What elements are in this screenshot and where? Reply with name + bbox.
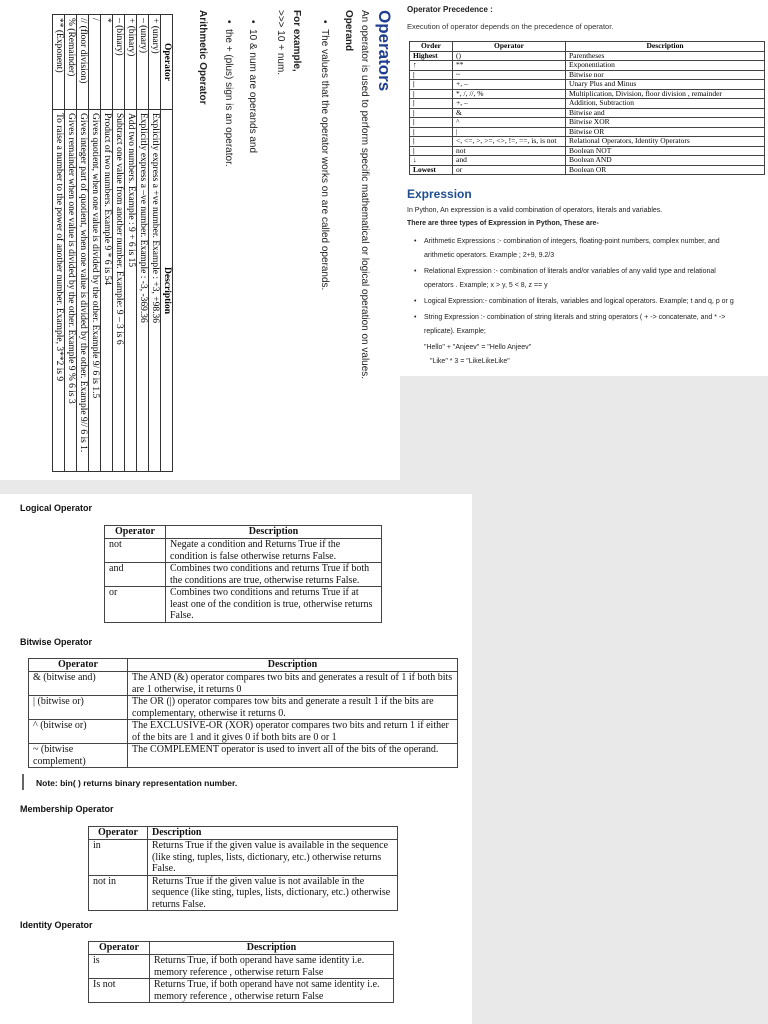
operator-cell: ^ [453,118,566,128]
description-cell: Parentheses [566,51,765,61]
membership-col-description: Description [148,827,398,840]
description-cell: The COMPLEMENT operator is used to invert all of the bits of the operand. [128,744,458,768]
table-row [77,15,89,472]
operators-title: Operators [375,10,394,92]
description-cell: Returns True if the given value is not available in the sequence (like sting, tuples, lists, dictionary, etc.) otherwise returns False. [148,875,398,911]
operator-cell: ** [453,61,566,71]
description-cell: Boolean AND [566,156,765,166]
precedence-page [400,0,768,376]
table-row [410,137,765,147]
operator-cell: <, <=, >, >=, <>, !=, ==, is, is not [453,137,566,147]
table-row [29,744,458,768]
description-cell: Returns True if the given value is available in the sequence (like sting, tuples, lists, dictionary, etc.) otherwise returns False. [148,840,398,876]
description-cell: Gives remainder when one value is divided by the other. Example 9 % 6 is 3 [65,110,77,472]
operator-cell: % (Remainder) [65,15,77,110]
description-cell: Bitwise XOR [566,118,765,128]
table-row [105,563,382,587]
description-cell: Explicitly express a +ve number. Example : +3, +98.36 [149,110,161,472]
identity-table [88,941,394,1003]
example-code: >>> 10 + num. [275,10,286,76]
precedence-table [409,41,765,175]
order-cell: Highest [410,51,453,61]
table-row [410,99,765,109]
description-cell: Gives integer part of quotient, when one value is divided by the other. Example 9// 6 is 1. [77,110,89,472]
precedence-subtitle: Execution of operator depends on the precedence of operator. [407,22,614,31]
arith-expr-line2: arithmetic operators. Example ; 2+9, 9.2/3 [424,252,555,259]
membership-col-operator: Operator [89,827,148,840]
operator-cell: ~ (bitwise complement) [29,744,128,768]
table-row [125,15,137,472]
operator-cell: *, /, //, % [453,89,566,99]
operator-cell: * [101,15,113,110]
order-cell: ↓ [410,156,453,166]
arithmetic-table [52,14,173,472]
string-expr-line1: String Expression :- combination of string literals and string operators ( + -> concatenate, and * -> [424,314,726,321]
table-row [410,156,765,166]
table-row [65,15,77,472]
operator-cell: in [89,840,148,876]
order-cell: | [410,108,453,118]
example-heading: For example, [291,10,302,72]
table-row [89,955,394,979]
identity-col-description: Description [150,942,394,955]
operator-cell: // (floor division) [77,15,89,110]
table-row [53,15,65,472]
precedence-title: Operator Precedence : [407,5,493,14]
order-cell: | [410,118,453,128]
bitwise-table [28,658,458,768]
description-cell: Negate a condition and Returns True if the condition is false otherwise returns False. [166,539,382,563]
bullet-dot: • [414,298,417,305]
table-row [410,118,765,128]
note-bar [22,774,24,790]
operators-page [0,0,400,480]
description-cell: Bitwise nor [566,70,765,80]
identity-col-operator: Operator [89,942,150,955]
operator-cell: or [453,165,566,175]
bin-note: Note: bin( ) returns binary representation number. [36,778,238,788]
operator-cell: or [105,587,166,623]
operator-cell: – (unary) [137,15,149,110]
description-cell: Boolean OR [566,165,765,175]
bullet-dot: • [414,268,417,275]
bitwise-heading: Bitwise Operator [20,637,93,647]
arith-col-description: Description [161,110,173,472]
rel-expr-line1: Relational Expression :- combination of literals and/or variables of any valid type and relational [424,268,716,275]
table-row [89,15,101,472]
table-row [410,61,765,71]
description-cell: Returns True, if both operand have same identity i.e. memory reference , otherwise return False [150,955,394,979]
expression-line1: In Python, An expression is a valid combination of operators, literals and variables. [407,207,663,214]
description-cell: Bitwise OR [566,127,765,137]
bitwise-col-operator: Operator [29,659,128,672]
expression-heading: Expression [407,187,472,201]
description-cell: Boolean NOT [566,146,765,156]
operator-cell: & [453,108,566,118]
prec-col-operator: Operator [453,42,566,52]
logical-col-description: Description [166,526,382,539]
order-cell: Lowest [410,165,453,175]
description-cell: Exponentiation [566,61,765,71]
table-row [101,15,113,472]
operator-cell: Is not [89,979,150,1003]
table-row [105,539,382,563]
description-cell: The EXCLUSIVE-OR (XOR) operator compares two bits and return 1 if either of the bits are 1 and it gives 0 if both bits are 0 or 1 [128,720,458,744]
description-cell: Relational Operators, Identity Operators [566,137,765,147]
table-row [29,696,458,720]
operator-cell: / [89,15,101,110]
description-cell: Combines two conditions and returns True if both the conditions are true, otherwise returns False. [166,563,382,587]
order-cell: | [410,89,453,99]
operator-cell: | (bitwise or) [29,696,128,720]
order-cell: | [410,99,453,109]
description-cell: Unary Plus and Minus [566,80,765,90]
description-cell: Bitwise and [566,108,765,118]
operator-cell: – (binary) [113,15,125,110]
table-row [89,979,394,1003]
table-row [29,720,458,744]
string-example-2: "Like" * 3 = "LikeLikeLike" [430,358,510,365]
string-expr-line2: replicate). Example; [424,328,486,335]
logical-heading: Logical Operator [20,503,93,513]
description-cell: To raise a number to the power of another number. Example, 3**2 is 9 [53,110,65,472]
operator-cell: ** (Exponent) [53,15,65,110]
operator-cell: not in [89,875,148,911]
operator-cell: +, – [453,99,566,109]
operator-cell: + (unary) [149,15,161,110]
table-row [137,15,149,472]
prec-col-order: Order [410,42,453,52]
membership-table [88,826,398,911]
table-row [105,587,382,623]
table-row [89,840,398,876]
order-cell: | [410,137,453,147]
operator-bullet: • the + (plus) sign is an operator. [223,20,234,167]
bullet-dot: • [414,238,417,245]
operator-cell: +, – [453,80,566,90]
operator-cell: | [453,127,566,137]
description-cell: Combines two conditions and returns True if at least one of the condition is true, otherwise returns False. [166,587,382,623]
bitwise-col-description: Description [128,659,458,672]
operator-cell: ^ (bitwise or) [29,720,128,744]
table-row [410,165,765,175]
description-cell: Gives quotient, when one value is divided by the other. Example 9/ 6 is 1.5 [89,110,101,472]
description-cell: Returns True, if both operand have not same identity i.e. memory reference , otherwise return False [150,979,394,1003]
operator-cell: is [89,955,150,979]
description-cell: Product of two numbers. Example 9 * 6 is 54 [101,110,113,472]
operator-cell: + (binary) [125,15,137,110]
operator-cell: & (bitwise and) [29,672,128,696]
order-cell: | [410,127,453,137]
operators-page-rotated-content [0,0,400,480]
operator-cell: not [105,539,166,563]
order-cell: ↑ [410,61,453,71]
order-cell: | [410,146,453,156]
logical-expr-line: Logical Expression:- combination of literals, variables and logical operators. Example; t and q, p or g [424,298,734,305]
prec-col-description: Description [566,42,765,52]
operator-cell: ~ [453,70,566,80]
description-cell: Multiplication, Division, floor division , remainder [566,89,765,99]
description-cell: The OR (|) operator compares tow bits and generate a result 1 if the bits are complementary, otherwise it returns 0. [128,696,458,720]
arithmetic-heading: Arithmetic Operator [197,10,208,105]
string-example-1: "Hello" + "Anjeev" = "Hello Anjeev" [424,344,532,351]
operand-heading: Operand [343,10,354,52]
arith-col-operator: Operator [161,15,173,110]
operand-bullet: • The values that the operator works on are called operands. [319,20,330,291]
membership-heading: Membership Operator [20,804,114,814]
operator-cell: and [453,156,566,166]
table-row [149,15,161,472]
operator-tables-page [0,494,472,1024]
operator-cell: () [453,51,566,61]
operands-bullet: • 10 & num are operands and [247,20,258,154]
description-cell: Add two numbers. Example : 9 + 6 is 15 [125,110,137,472]
order-cell: | [410,80,453,90]
arith-expr-line1: Arithmetic Expressions :- combination of integers, floating-point numbers, complex number, and [424,238,720,245]
operators-intro: An operator is used to perform specific mathematical or logical operation on values. [359,10,370,380]
operator-cell: and [105,563,166,587]
identity-heading: Identity Operator [20,920,93,930]
logical-col-operator: Operator [105,526,166,539]
table-row [29,672,458,696]
description-cell: The AND (&) operator compares two bits and generates a result of 1 if both bits are 1 otherwise, it returns 0 [128,672,458,696]
description-cell: Addition, Subtraction [566,99,765,109]
table-row [410,80,765,90]
table-row [89,875,398,911]
rel-expr-line2: operators . Example; x > y, 5 < 8, z == y [424,282,548,289]
description-cell: Subtract one value from another number. Example: 9 – 3 is 6 [113,110,125,472]
description-cell: Explicitly express a –ve number. Example : -3, -369.36 [137,110,149,472]
expression-line2: There are three types of Expression in Python, These are- [407,220,599,227]
operator-cell: not [453,146,566,156]
table-row [113,15,125,472]
bullet-dot: • [414,314,417,321]
order-cell: | [410,70,453,80]
logical-table [104,525,382,623]
